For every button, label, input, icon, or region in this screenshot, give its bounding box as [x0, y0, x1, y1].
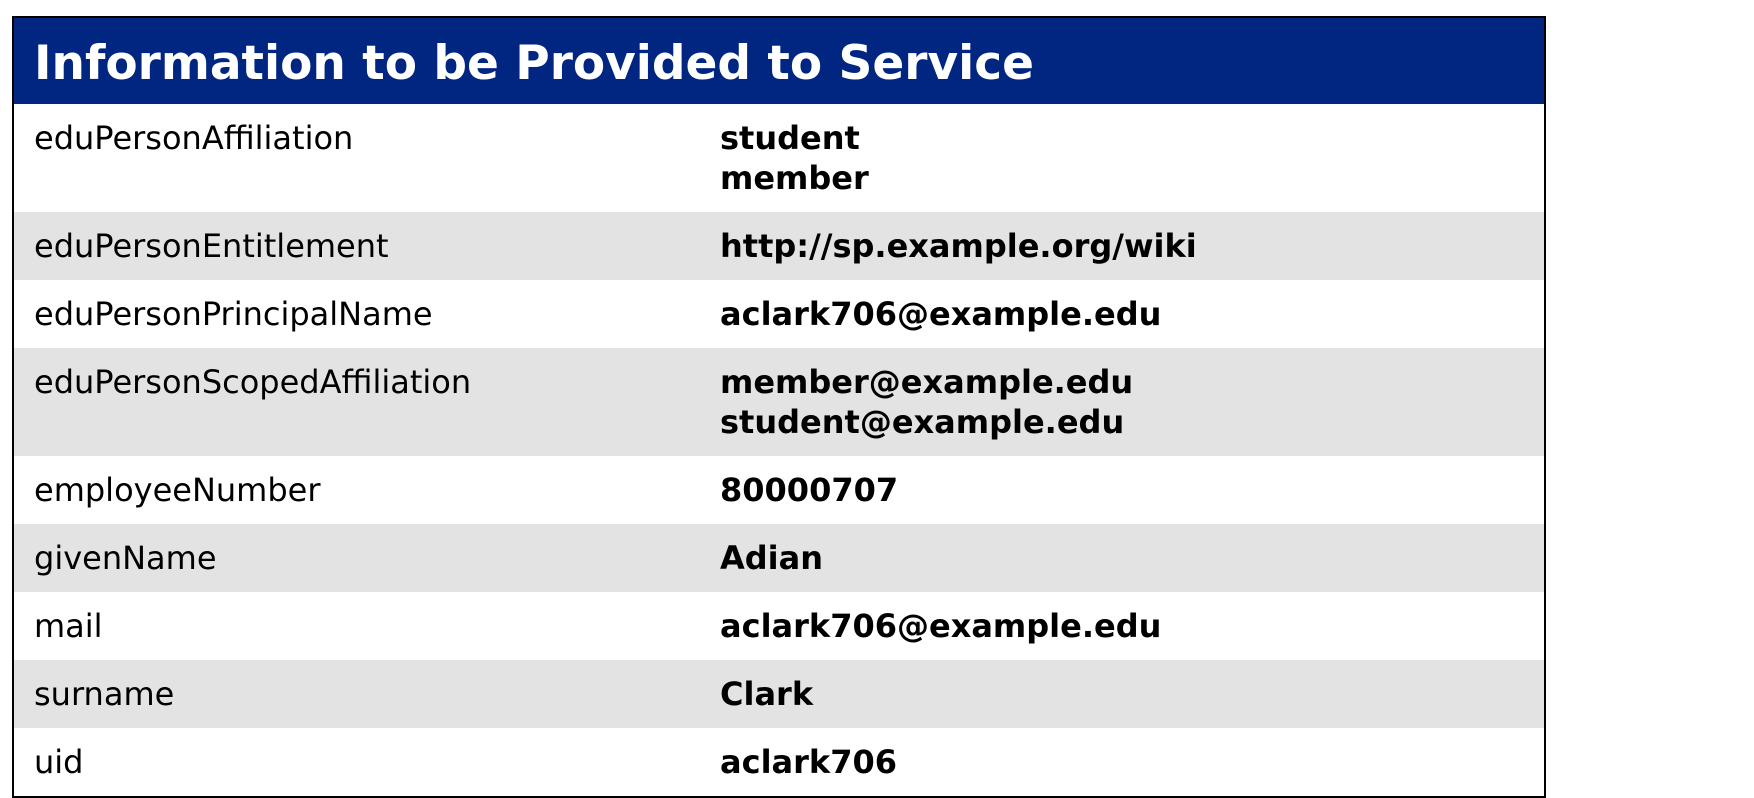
- attribute-row: [14, 280, 1544, 348]
- attribute-values: [720, 674, 813, 714]
- attribute-row: [14, 456, 1544, 524]
- attribute-values: [720, 226, 1197, 266]
- attribute-row: [14, 212, 1544, 280]
- attribute-row: [14, 104, 1544, 212]
- attribute-value: aclark706@example.edu: [720, 607, 1162, 645]
- attribute-value: http://sp.example.org/wiki: [720, 227, 1197, 265]
- attribute-value: member: [720, 159, 869, 197]
- panel-title: Information to be Provided to Service: [14, 18, 1544, 104]
- attribute-release-panel: [12, 16, 1546, 798]
- attribute-row: [14, 348, 1544, 456]
- attribute-name: eduPersonAffiliation: [34, 119, 354, 157]
- attribute-value: Adian: [720, 539, 824, 577]
- attribute-name: givenName: [34, 539, 217, 577]
- attribute-values: [720, 294, 1161, 334]
- attribute-values: [720, 606, 1161, 646]
- attribute-value: student@example.edu: [720, 403, 1125, 441]
- attribute-value: aclark706@example.edu: [720, 295, 1162, 333]
- attribute-name: uid: [34, 743, 84, 781]
- attribute-value: Clark: [720, 675, 814, 713]
- attribute-values: [720, 118, 869, 198]
- attribute-values: [720, 742, 897, 782]
- attribute-name: eduPersonEntitlement: [34, 227, 389, 265]
- attribute-row: [14, 728, 1544, 796]
- attribute-name: employeeNumber: [34, 471, 321, 509]
- attribute-values: [720, 362, 1133, 442]
- attribute-values: [720, 538, 823, 578]
- attribute-name: mail: [34, 607, 103, 645]
- attribute-value: 80000707: [720, 471, 899, 509]
- attribute-row: [14, 592, 1544, 660]
- attribute-row: [14, 524, 1544, 592]
- attribute-value: aclark706: [720, 743, 897, 781]
- attribute-row: [14, 660, 1544, 728]
- attribute-values: [720, 470, 898, 510]
- attribute-name: eduPersonPrincipalName: [34, 295, 433, 333]
- attribute-value: student: [720, 119, 860, 157]
- attribute-name: eduPersonScopedAffiliation: [34, 363, 472, 401]
- attribute-value: member@example.edu: [720, 363, 1134, 401]
- attribute-name: surname: [34, 675, 175, 713]
